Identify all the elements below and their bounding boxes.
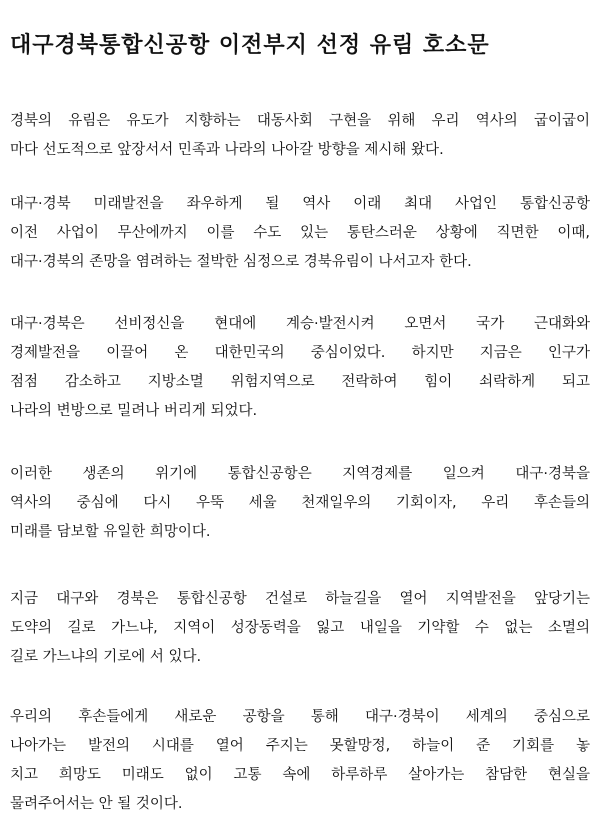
text-line: 이러한 생존의 위기에 통합신공항은 지역경제를 일으켜 대구·경북을 bbox=[10, 466, 590, 482]
text-line: 역사의 중심에 다시 우뚝 세울 천재일우의 기회이자, 우리 후손들의 bbox=[10, 495, 590, 511]
text-line: 우리의 후손들에게 새로운 공항을 통해 대구·경북이 세계의 중심으로 bbox=[10, 709, 590, 725]
text-line: 대구·경북의 존망을 염려하는 절박한 심정으로 경북유림이 나서고자 한다. bbox=[10, 254, 472, 270]
paragraph-1 bbox=[10, 107, 590, 165]
text-line: 경제발전을 이끌어 온 대한민국의 중심이었다. 하지만 지금은 인구가 bbox=[10, 345, 590, 361]
text-line: 치고 희망도 미래도 없이 고통 속에 하루하루 살아가는 참담한 현실을 bbox=[10, 767, 590, 783]
text-line: 도약의 길로 가느냐, 지역이 성장동력을 잃고 내일을 기약할 수 없는 소멸의 bbox=[10, 620, 590, 636]
paragraph-2 bbox=[10, 190, 590, 277]
document-title: 대구경북통합신공항 이전부지 선정 유림 호소문 bbox=[10, 33, 490, 58]
text-line: 길로 가느냐의 기로에 서 있다. bbox=[10, 649, 202, 665]
text-line: 나라의 변방으로 밀려나 버리게 되었다. bbox=[10, 403, 258, 419]
text-line: 미래를 담보할 유일한 희망이다. bbox=[10, 524, 211, 540]
text-line: 점점 감소하고 지방소멸 위험지역으로 전락하여 힘이 쇠락하게 되고 bbox=[10, 374, 590, 390]
text-line: 지금 대구와 경북은 통합신공항 건설로 하늘길을 열어 지역발전을 앞당기는 bbox=[10, 591, 590, 607]
paragraph-6 bbox=[10, 703, 590, 819]
text-line: 물려주어서는 안 될 것이다. bbox=[10, 796, 183, 812]
paragraph-5 bbox=[10, 585, 590, 672]
text-line: 나아가는 발전의 시대를 열어 주지는 못할망정, 하늘이 준 기회를 놓 bbox=[10, 738, 590, 754]
text-line: 마다 선도적으로 앞장서서 민족과 나라의 나아갈 방향을 제시해 왔다. bbox=[10, 142, 444, 158]
paragraph-3 bbox=[10, 310, 590, 426]
text-line: 대구·경북 미래발전을 좌우하게 될 역사 이래 최대 사업인 통합신공항 bbox=[10, 196, 590, 212]
paragraph-4 bbox=[10, 460, 590, 547]
text-line: 경북의 유림은 유도가 지향하는 대동사회 구현을 위해 우리 역사의 굽이굽이 bbox=[10, 113, 590, 129]
text-line: 이전 사업이 무산에까지 이를 수도 있는 통탄스러운 상황에 직면한 이때, bbox=[10, 225, 590, 241]
text-line: 대구·경북은 선비정신을 현대에 계승·발전시켜 오면서 국가 근대화와 bbox=[10, 316, 590, 332]
